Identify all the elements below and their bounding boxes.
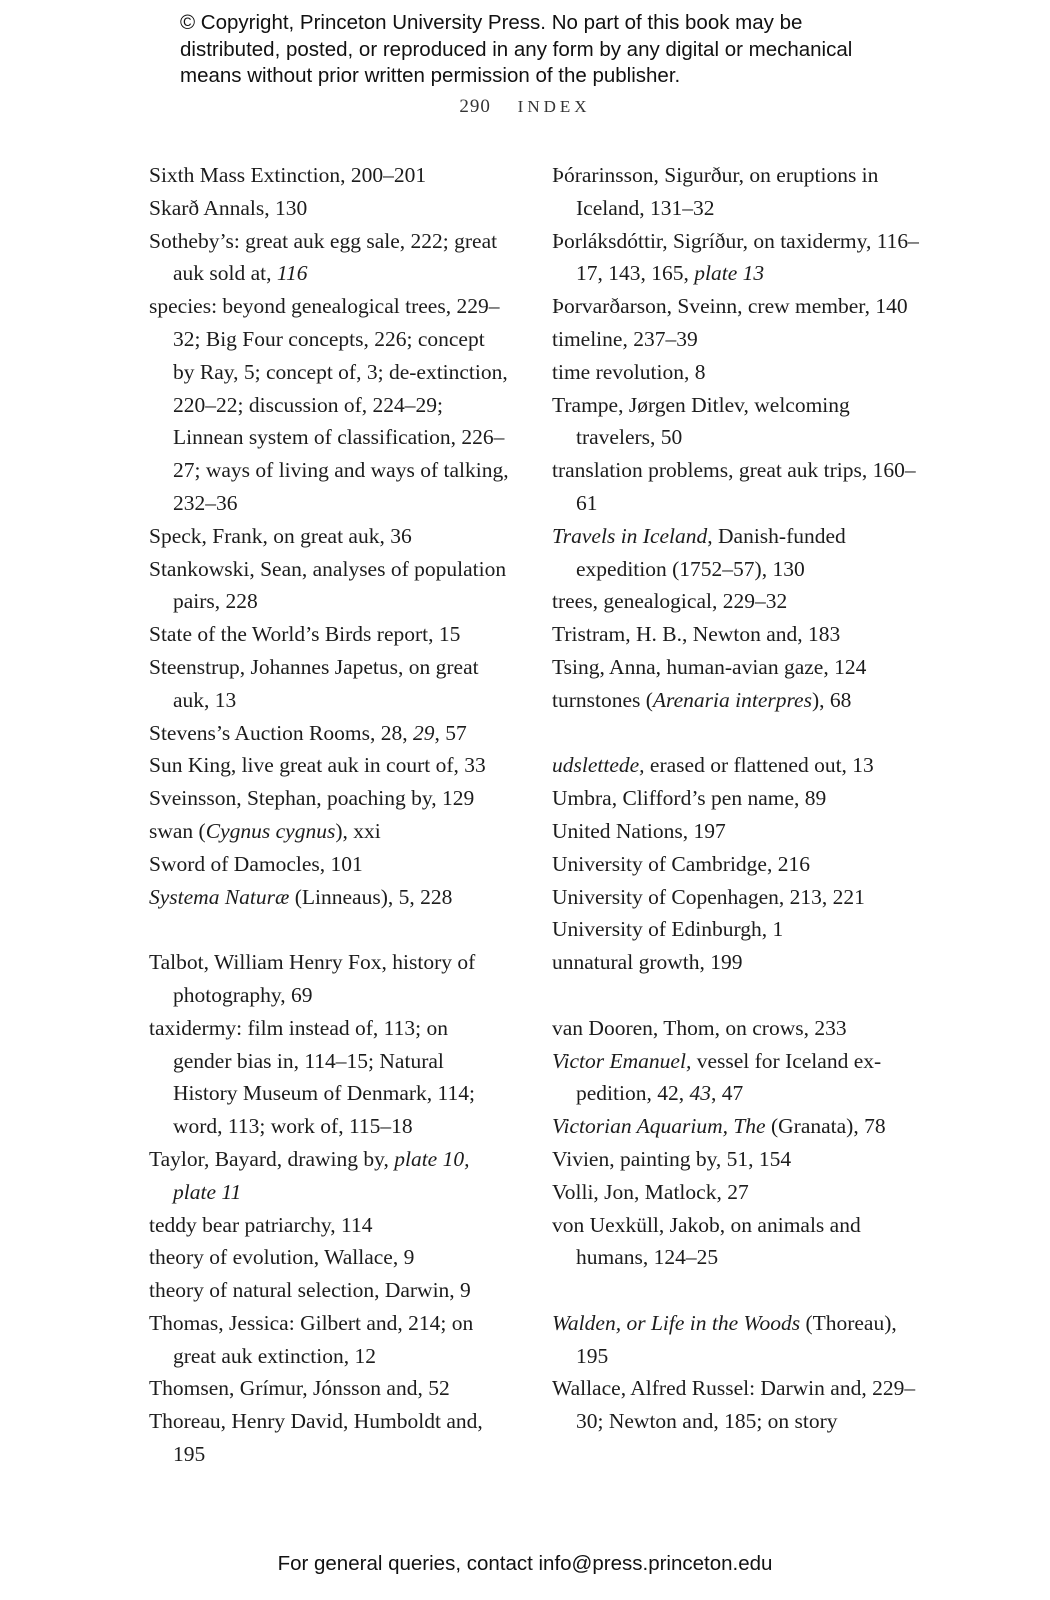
index-entry: time revolution, 8 [552,359,706,384]
page-number: 290 [459,96,491,117]
index-entry: Walden, or Life in the Woods (Thoreau), 195 [552,1310,897,1368]
index-entry: unnatural growth, 199 [552,950,743,975]
index-entry: Wallace, Alfred Russel: Darwin and, 229–30; Newton and, 185; on story [552,1376,916,1434]
index-entry: Sotheby’s: great auk egg sale, 222; great auk sold at, 116 [149,228,498,286]
index-entry: Travels in Iceland, Danish-funded expedition (1752–57), 130 [552,523,846,581]
index-entry: Victorian Aquarium, The (Granata), 78 [552,1114,886,1139]
index-entry: University of Copenhagen, 213, 221 [552,884,865,909]
index-entry: Sun King, live great auk in court of, 33 [149,753,486,778]
index-entry: Talbot, William Henry Fox, history of photography, 69 [149,950,476,1007]
index-entry: swan (Cygnus cygnus), xxi [149,818,381,843]
index-column-right [552,159,924,1438]
index-entry: theory of evolution, Wallace, 9 [149,1245,415,1270]
index-entry: theory of natural selection, Darwin, 9 [149,1278,471,1303]
index-entry: udslettede, erased or flattened out, 13 [552,753,874,778]
index-entry: Thomas, Jessica: Gilbert and, 214; on great auk extinction, 12 [149,1310,474,1368]
index-entry: timeline, 237–39 [552,326,698,351]
index-entry: Þórarinsson, Sigurður, on eruptions in Iceland, 131–32 [552,163,879,220]
index-entry: Speck, Frank, on great auk, 36 [149,523,412,548]
index-entry: United Nations, 197 [552,818,726,843]
index-entry: Sveinsson, Stephan, poaching by, 129 [149,786,475,811]
letter-group-gap [552,1274,924,1307]
letter-group-gap [149,913,509,946]
index-entry: Umbra, Clifford’s pen name, 89 [552,786,827,811]
index-entry: Þorláksdóttir, Sigríður, on taxidermy, 116–17, 143, 165, plate 13 [552,228,919,286]
letter-group-gap [552,979,924,1012]
index-entry: teddy bear patriarchy, 114 [149,1212,373,1237]
index-entry: State of the World’s Birds report, 15 [149,622,461,647]
index-entry: Þorvarðarson, Sveinn, crew member, 140 [552,294,908,319]
index-entry: Skarð Annals, 130 [149,195,308,220]
index-entry: University of Cambridge, 216 [552,851,810,876]
letter-group-gap [552,717,924,750]
index-entry: van Dooren, Thom, on crows, 233 [552,1015,847,1040]
index-entry: Stankowski, Sean, analyses of population pairs, 228 [149,556,507,614]
index-entry: Tsing, Anna, human-avian gaze, 124 [552,654,867,679]
index-entry: trees, genealogical, 229–32 [552,589,788,614]
index-entry: species: beyond genealogical trees, 229–32; Big Four concepts, 226; concept by Ray, 5; concept of, 3; de-extinction, 220–22; discussion of, 224–29; Linnean system of classification, 226–27; ways of living and ways of talking, 232–36 [149,294,509,515]
index-entry: University of Edinburgh, 1 [552,917,784,942]
index-entry: Thoreau, Henry David, Humboldt and, 195 [149,1409,483,1467]
running-head [0,96,1050,118]
section-title: INDEX [517,97,591,116]
footer-contact: For general queries, contact info@press.princeton.edu [277,1552,773,1575]
index-entry: Taylor, Bayard, drawing by, plate 10, plate 11 [149,1146,470,1204]
index-entry: Tristram, H. B., Newton and, 183 [552,622,841,647]
index-entry: turnstones (Arenaria interpres), 68 [552,687,852,712]
index-entry: Volli, Jon, Matlock, 27 [552,1179,749,1204]
index-entry: taxidermy: film instead of, 113; on gender bias in, 114–15; Natural History Museum of Denmark, 114; word, 113; work of, 115–18 [149,1015,475,1139]
index-column-left [149,159,509,1471]
index-entry: Stevens’s Auction Rooms, 28, 29, 57 [149,720,467,745]
index-entry: Trampe, Jørgen Ditlev, welcoming travelers, 50 [552,392,850,450]
index-entry: Thomsen, Grímur, Jónsson and, 52 [149,1376,450,1401]
index-entry: Sword of Damocles, 101 [149,851,363,876]
index-entry: von Uexküll, Jakob, on animals and humans, 124–25 [552,1212,861,1270]
index-entry: Victor Emanuel, vessel for Iceland ex-pedition, 42, 43, 47 [552,1048,882,1106]
index-entry: translation problems, great auk trips, 160–61 [552,458,916,515]
index-entry: Steenstrup, Johannes Japetus, on great auk, 13 [149,654,479,712]
index-entry: Sixth Mass Extinction, 200–201 [149,163,427,187]
copyright-notice: © Copyright, Princeton University Press. No part of this book may be distributed, posted, or reproduced in any form by any digital or mechanical means without prior written permission of the publisher. [180,11,853,87]
index-entry: Vivien, painting by, 51, 154 [552,1146,792,1171]
index-entry: Systema Naturæ (Linneaus), 5, 228 [149,884,453,909]
